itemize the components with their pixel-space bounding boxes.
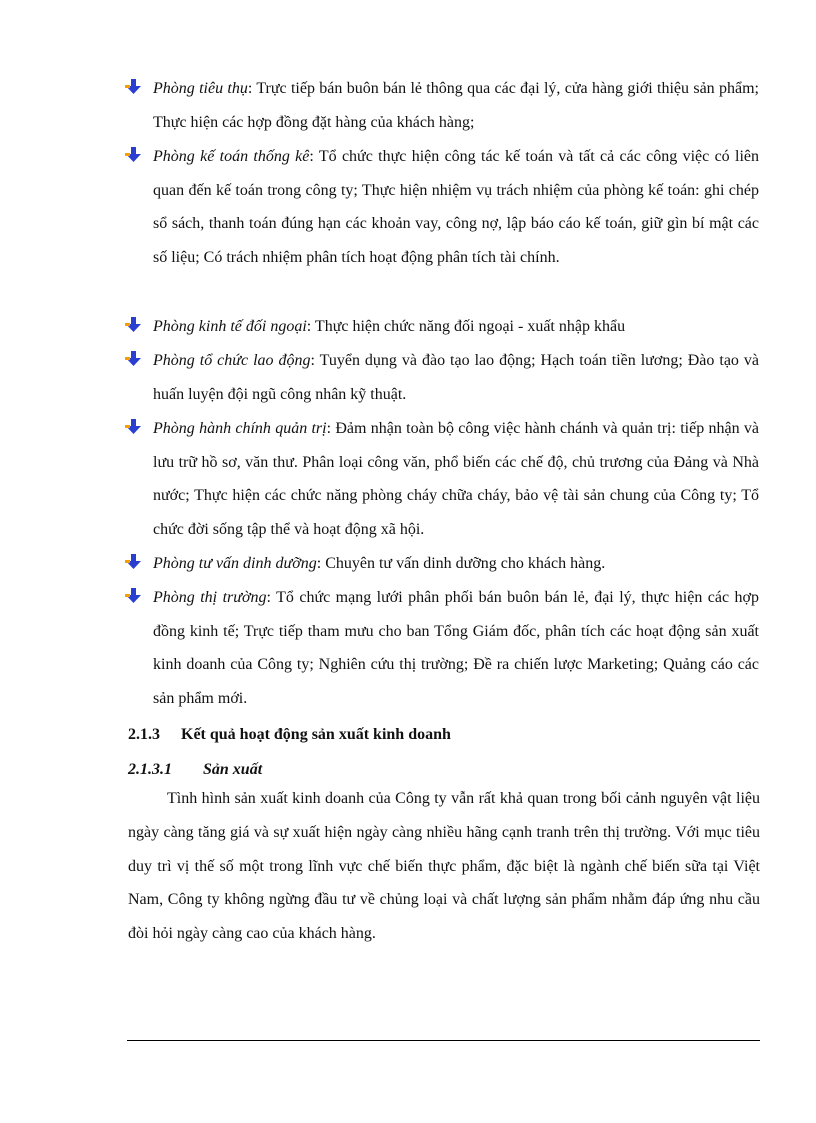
bullet-item-phong-ke-toan [127,140,759,274]
bullet-term: Phòng thị trường [153,589,267,606]
bullet-description: : Trực tiếp bán buôn bán lẻ thông qua các đại lý, cửa hàng giới thiệu sản phẩm; Thực hiện các hợp đồng đặt hàng của khách hàng; [153,80,759,131]
footer-divider [127,1040,760,1041]
bullet-description: : Đảm nhận toàn bộ công việc hành chánh và quản trị: tiếp nhận và lưu trữ hồ sơ, văn thư. Phân loại công văn, phổ biến các chế độ, chủ trương của Đảng và Nhà nước; Thực hiện các chức năng phòng cháy chữa cháy, bảo vệ tài sản chung của Công ty; Tổ chức đời sống tập thể và hoạt động xã hội. [153,420,760,538]
bullet-term: Phòng kinh tế đối ngoại [153,318,307,335]
arrow-down-icon [125,350,142,367]
bullet-item-phong-kinh-te [127,310,759,344]
arrow-down-icon [125,146,142,163]
bullet-description: : Tuyển dụng và đào tạo lao động; Hạch toán tiền lương; Đào tạo và huấn luyện đội ngũ công nhân kỹ thuật. [153,352,759,403]
subsection-number: 2.1.3.1 [128,761,172,778]
bullet-term: Phòng kế toán thống kê [153,148,310,165]
arrow-down-icon [125,316,142,333]
arrow-down-icon [125,587,142,604]
bullet-description: : Thực hiện chức năng đối ngoại - xuất nhập khẩu [306,318,626,335]
bullet-item-phong-hanh-chinh [127,412,759,546]
bullet-term: Phòng tư vấn dinh dưỡng [153,555,317,572]
bullet-item-phong-tu-van [127,547,759,581]
bullet-term: Phòng tổ chức lao động [153,352,311,369]
subsection-heading [128,758,262,782]
bullet-item-phong-thi-truong [127,581,759,715]
subsection-title: Sản xuất [203,761,263,778]
bullet-description: : Chuyên tư vấn dinh dưỡng cho khách hàng. [316,555,606,572]
section-heading [128,723,451,747]
section-title: Kết quả hoạt động sản xuất kinh doanh [181,726,451,743]
section-number: 2.1.3 [128,726,160,743]
bullet-description: : Tổ chức thực hiện công tác kế toán và tất cả các công việc có liên quan đến kế toán trong công ty; Thực hiện nhiệm vụ trách nhiệm của phòng kế toán: ghi chép sổ sách, thanh toán đúng hạn các khoản vay, công nợ, lập báo cáo kế toán, giữ gìn bí mật các số liệu; Có trách nhiệm phân tích hoạt động phân tích tài chính. [153,148,759,266]
arrow-down-icon [125,78,142,95]
bullet-term: Phòng hành chính quản trị [153,420,327,437]
bullet-term: Phòng tiêu thụ [153,80,248,97]
bullet-item-phong-to-chuc [127,344,759,411]
arrow-down-icon [125,553,142,570]
body-paragraph: Tình hình sản xuất kinh doanh của Công ty vẫn rất khả quan trong bối cảnh nguyên vật liệu ngày càng tăng giá và sự xuất hiện ngày càng nhiều hãng cạnh tranh trên thị trường. Với mục tiêu duy trì vị thế số một trong lĩnh vực chế biến thực phẩm, đặc biệt là ngành chế biến sữa tại Việt Nam, Công ty không ngừng đầu tư về chủng loại và chất lượng sản phẩm nhằm đáp ứng nhu cầu đòi hỏi ngày càng cao của khách hàng. [128,790,760,943]
arrow-down-icon [125,418,142,435]
bullet-description: : Tổ chức mạng lưới phân phối bán buôn bán lẻ, đại lý, thực hiện các hợp đồng kinh tế; Trực tiếp tham mưu cho ban Tổng Giám đốc, phân tích các hoạt động sản xuất kinh doanh của Công ty; Nghiên cứu thị trường; Đề ra chiến lược Marketing; Quảng cáo các sản phẩm mới. [153,589,759,707]
bullet-item-phong-tieu-thu [127,72,759,139]
